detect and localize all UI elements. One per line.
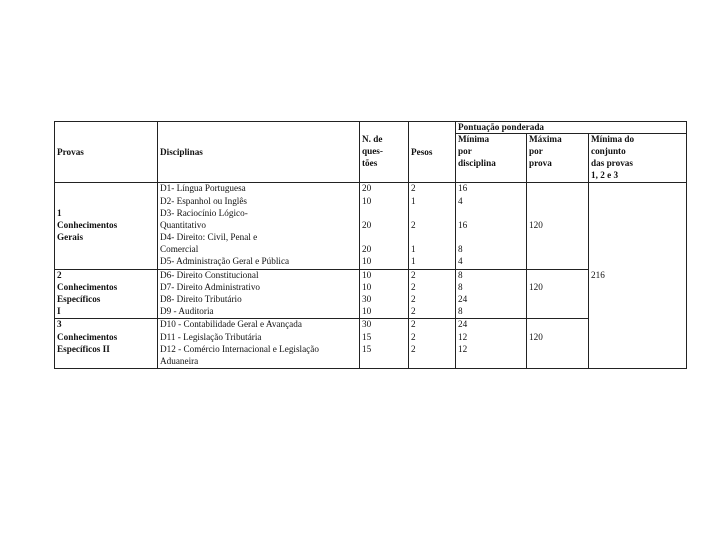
prova-1-disciplinas: D1- Língua Portuguesa D2- Espanhol ou Inglês D3- Raciocínio Lógico- Quantitativo D4- Direito: Civil, Penal e Comercial D5- Administração Geral e Pública	[158, 183, 360, 269]
prova-1-label: 1 Conhecimentos Gerais	[55, 183, 158, 269]
prova-3-pesos: 2 2 2	[409, 319, 456, 369]
header-minima-disciplina: Mínima por disciplina	[456, 133, 527, 183]
prova-3-disciplinas: D10 - Contabilidade Geral e Avançada D11 - Legislação Tributária D12 - Comércio Internacional e Legislação Aduaneira	[158, 319, 360, 369]
exam-score-table	[54, 121, 687, 369]
prova-2-maxima: 120	[527, 269, 589, 319]
header-provas: Provas	[55, 122, 158, 183]
prova-3-questoes: 30 15 15	[360, 319, 409, 369]
header-pesos: Pesos	[409, 122, 456, 183]
prova-2-disciplinas: D6- Direito Constitucional D7- Direito Administrativo D8- Direito Tributário D9 - Auditoria	[158, 269, 360, 319]
header-n-questoes: N. de ques- tões	[360, 122, 409, 183]
prova-1-maxima: 120	[527, 183, 589, 269]
minima-conjunto-total: 216	[589, 183, 687, 369]
prova-3-label: 3 Conhecimentos Específicos II	[55, 319, 158, 369]
prova-1-minima: 16 4 16 8 4	[456, 183, 527, 269]
prova-1-questoes: 20 10 20 20 10	[360, 183, 409, 269]
prova-3-minima: 24 12 12	[456, 319, 527, 369]
prova-2-label: 2 Conhecimentos Específicos I	[55, 269, 158, 319]
header-pontuacao-ponderada: Pontuação ponderada	[456, 122, 687, 134]
prova-2-minima: 8 8 24 8	[456, 269, 527, 319]
header-maxima-prova: Máxima por prova	[527, 133, 589, 183]
prova-1-pesos: 2 1 2 1 1	[409, 183, 456, 269]
prova-2-questoes: 10 10 30 10	[360, 269, 409, 319]
header-disciplinas: Disciplinas	[158, 122, 360, 183]
prova-2-pesos: 2 2 2 2	[409, 269, 456, 319]
header-minima-conjunto: Mínima do conjunto das provas 1, 2 e 3	[589, 133, 687, 183]
prova-3-maxima: 120	[527, 319, 589, 369]
